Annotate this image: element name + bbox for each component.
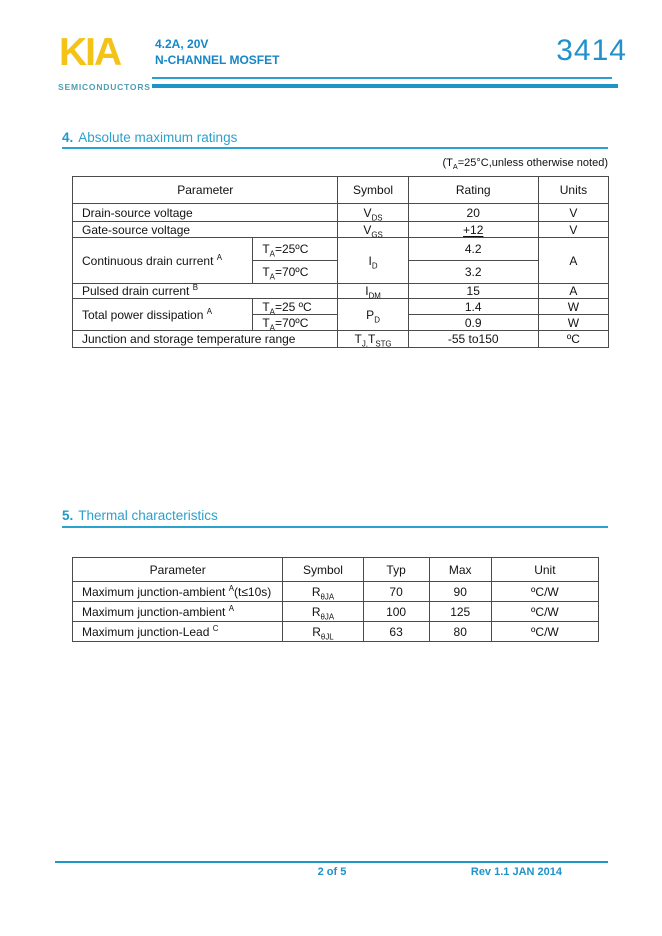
thermal-characteristics-table	[72, 557, 599, 642]
page-number: 2 of 5	[317, 866, 347, 878]
table-cell	[73, 284, 338, 299]
table-row	[73, 222, 609, 238]
text-run: R	[312, 624, 321, 639]
table-cell	[73, 622, 283, 642]
table-cell	[538, 204, 608, 222]
text-run: Gate-source voltage	[82, 222, 191, 237]
text-run: V	[569, 205, 578, 220]
table-cell	[538, 299, 608, 315]
text-run: Parameter	[149, 562, 206, 577]
text-run: A	[269, 272, 275, 282]
table-cell	[283, 622, 363, 642]
text-run: ,	[365, 339, 368, 349]
table-header-row	[73, 177, 609, 204]
text-run: θJL	[320, 631, 334, 641]
product-summary	[155, 36, 279, 68]
table-row	[73, 331, 609, 348]
table-row	[73, 582, 599, 602]
text-run: A	[569, 253, 578, 268]
table-cell	[73, 299, 253, 331]
part-number: 3414	[556, 34, 627, 67]
table-cell	[338, 284, 408, 299]
table-cell	[408, 261, 538, 284]
table-cell	[338, 238, 408, 284]
text-run: T	[354, 332, 362, 346]
text-run: A	[569, 284, 578, 298]
text-run: A	[216, 252, 223, 262]
section-5-underline	[62, 526, 608, 528]
column-header-cell	[73, 558, 283, 582]
text-run: Max	[448, 562, 472, 577]
text-run: =25 ºC	[274, 299, 312, 314]
text-run: D	[371, 260, 378, 270]
table-cell	[363, 622, 429, 642]
table-cell	[338, 299, 408, 331]
table-cell	[538, 284, 608, 299]
text-run: Junction and storage temperature range	[82, 332, 296, 346]
table-cell	[363, 602, 429, 622]
text-run: A	[206, 306, 213, 316]
text-run: A	[269, 249, 275, 259]
section-4-title	[62, 130, 237, 145]
text-run: D	[374, 314, 380, 324]
text-run: =25°C,unless otherwise noted)	[457, 157, 608, 169]
text-run: 20	[466, 205, 480, 220]
table-cell	[253, 238, 338, 261]
text-run: Continuous drain current	[82, 253, 217, 268]
table-cell	[73, 222, 338, 238]
kia-logo: KIA	[59, 31, 121, 74]
text-run: V	[363, 222, 372, 237]
text-run: Maximum junction-ambient	[82, 584, 229, 599]
text-run: Symbol	[302, 562, 343, 577]
text-run: Maximum junction-Lead	[82, 624, 213, 639]
table-cell	[429, 622, 491, 642]
text-run: B	[192, 283, 199, 292]
text-run: Unit	[534, 562, 556, 577]
table-cell	[491, 602, 598, 622]
table-cell	[73, 582, 283, 602]
text-run: Symbol	[353, 183, 394, 197]
text-run: 0.9	[464, 315, 482, 330]
text-run: T	[262, 242, 270, 256]
table-cell	[338, 222, 408, 238]
text-run: 125	[450, 604, 471, 619]
table-cell	[408, 222, 538, 238]
text-run: Pulsed drain current	[82, 284, 193, 298]
logo-subtext: SEMICONDUCTORS	[58, 82, 151, 92]
column-header-cell	[363, 558, 429, 582]
text-run: J	[361, 339, 366, 349]
abs-max-ratings-table	[72, 176, 609, 348]
text-run: I	[368, 253, 372, 268]
text-run: (t≤10s)	[234, 584, 272, 599]
text-run: 4.2	[464, 242, 482, 256]
text-run: (T	[442, 157, 453, 169]
footer-rule	[55, 861, 608, 863]
text-run: Drain-source voltage	[82, 205, 193, 220]
table-cell	[338, 204, 408, 222]
text-run: T	[367, 332, 376, 346]
header-rule-thin	[152, 77, 612, 79]
table-cell	[491, 582, 598, 602]
text-run: Total power dissipation	[82, 307, 207, 322]
text-run: Rating	[455, 183, 491, 197]
text-run: GS	[371, 229, 383, 239]
section-number: 5.	[62, 508, 74, 523]
column-header-cell	[338, 177, 408, 204]
text-run: θJA	[320, 611, 335, 621]
table-cell	[538, 331, 608, 348]
table-cell	[253, 261, 338, 284]
section-title-text: Absolute maximum ratings	[78, 130, 238, 145]
header-rule-thick	[152, 84, 618, 88]
table-cell	[253, 299, 338, 315]
section-5-title	[62, 508, 218, 523]
column-header-cell	[408, 177, 538, 204]
text-run: V	[363, 205, 372, 220]
table-cell	[408, 204, 538, 222]
text-run: A	[269, 322, 275, 332]
table-cell	[408, 331, 538, 348]
column-header-cell	[538, 177, 608, 204]
table-row	[73, 602, 599, 622]
column-header-cell	[73, 177, 338, 204]
table-cell	[408, 299, 538, 315]
text-run: ºC	[566, 332, 580, 346]
section-4-underline	[62, 147, 608, 149]
text-run: W	[567, 315, 580, 330]
text-run: -55 to150	[447, 332, 499, 346]
text-run: ºC/W	[531, 584, 559, 599]
table-cell	[73, 204, 338, 222]
table-cell	[538, 238, 608, 284]
table-cell	[538, 222, 608, 238]
text-run: 63	[389, 624, 403, 639]
table-cell	[429, 602, 491, 622]
table-header-row	[73, 558, 599, 582]
text-run: DS	[371, 212, 383, 222]
text-run: A	[228, 603, 234, 613]
table-row	[73, 284, 609, 299]
text-run: A	[452, 162, 458, 172]
table-row	[73, 622, 599, 642]
text-run: DM	[368, 291, 381, 301]
text-run: P	[366, 307, 375, 322]
conditions-note	[442, 157, 608, 172]
text-run: 15	[466, 284, 480, 298]
text-run: R	[311, 604, 321, 619]
text-run: A	[269, 306, 275, 316]
table-cell	[363, 582, 429, 602]
table-cell	[73, 331, 338, 348]
table-cell	[408, 238, 538, 261]
text-run: 1.4	[464, 299, 482, 314]
text-run: =25ºC	[274, 242, 309, 256]
table-cell	[283, 582, 363, 602]
text-run: T	[262, 315, 270, 330]
table-row	[73, 238, 609, 261]
text-run: C	[212, 623, 219, 633]
text-run: W	[567, 299, 580, 314]
table-cell	[408, 284, 538, 299]
text-run: STG	[375, 339, 392, 349]
text-run: θJA	[320, 591, 335, 601]
text-run: ºC/W	[531, 604, 559, 619]
text-run: 90	[453, 584, 467, 599]
column-header-cell	[491, 558, 598, 582]
section-title-text: Thermal characteristics	[78, 508, 218, 523]
text-run: 80	[453, 624, 467, 639]
text-run: T	[262, 299, 270, 314]
text-run: 70	[389, 584, 403, 599]
text-run: 100	[386, 604, 407, 619]
table-cell	[538, 315, 608, 331]
text-run: =70ºC	[274, 265, 309, 279]
text-run: 3.2	[464, 265, 482, 279]
text-run: V	[569, 222, 578, 237]
table-row	[73, 204, 609, 222]
text-run: ºC/W	[531, 624, 559, 639]
table-cell	[338, 331, 408, 348]
product-type: N-CHANNEL MOSFET	[155, 53, 280, 67]
table-cell	[429, 582, 491, 602]
text-run: Maximum junction-ambient	[82, 604, 229, 619]
table-cell	[283, 602, 363, 622]
text-run: Units	[559, 183, 588, 197]
table-cell	[253, 315, 338, 331]
table-cell	[491, 622, 598, 642]
text-run: A	[228, 583, 234, 593]
table-cell	[73, 238, 253, 284]
table-cell	[73, 602, 283, 622]
product-rating: 4.2A, 20V	[155, 37, 209, 51]
text-run: =70ºC	[274, 315, 309, 330]
text-run: Typ	[386, 562, 406, 577]
table-row	[73, 299, 609, 315]
text-run: +12	[463, 222, 484, 237]
text-run: Parameter	[177, 183, 234, 197]
table-cell	[408, 315, 538, 331]
text-run: I	[365, 284, 369, 298]
section-number: 4.	[62, 130, 74, 145]
column-header-cell	[429, 558, 491, 582]
text-run: R	[311, 584, 321, 599]
text-run: T	[262, 265, 270, 279]
column-header-cell	[283, 558, 363, 582]
revision-label: Rev 1.1 JAN 2014	[470, 866, 562, 878]
